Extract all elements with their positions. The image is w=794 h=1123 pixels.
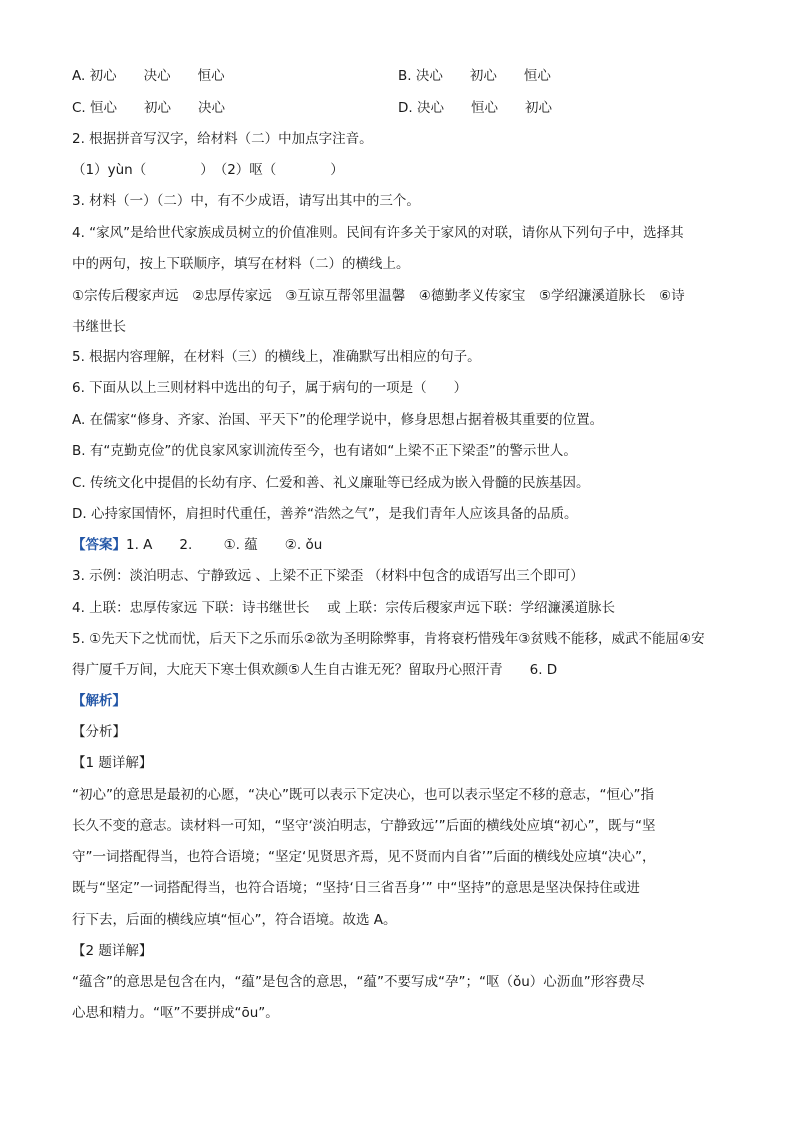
detail-2-line-1: “蕴含”的意思是包含在内，“蕴”是包含的意思，“蕴”不要写成“孕”；“呕（ǒu）心沥血”形容费尽 (72, 974, 645, 990)
detail-2-title: 【2 题详解】 (72, 943, 153, 959)
q1-option-b: B. 决心 初心 恒心 (398, 68, 551, 84)
q6-stem: 6. 下面从以上三则材料中选出的句子，属于病句的一项是（ ） (72, 380, 468, 396)
q6-option-d: D. 心持家国情怀，肩担时代重任，善养“浩然之气”，是我们青年人应该具备的品质。 (72, 506, 578, 522)
q3-stem: 3. 材料（一）（二）中，有不少成语，请写出其中的三个。 (72, 193, 420, 209)
q4-options-line-2: 书继世长 (72, 319, 126, 335)
detail-1-line-1: “初心”的意思是最初的心愿，“决心”既可以表示下定决心，也可以表示坚定不移的意志，“恒心”指 (72, 787, 654, 803)
q2-stem: 2. 根据拼音写汉字，给材料（二）中加点字注音。 (72, 131, 373, 147)
answer-3: 3. 示例：淡泊明志、宁静致远 、上梁不正下梁歪 （材料中包含的成语写出三个即可） (72, 568, 584, 584)
q6-option-a: A. 在儒家“修身、齐家、治国、平天下”的伦理学说中，修身思想占据着极其重要的位置。 (72, 412, 604, 428)
q4-options-line-1: ①宗传后稷家声远 ②忠厚传家远 ③互谅互帮邻里温馨 ④德勤孝义传家宝 ⑤学绍濂溪道脉长 ⑥诗 (72, 288, 685, 304)
detail-1-line-3: 守”一词搭配得当，也符合语境；“坚定‘见贤思齐焉，见不贤而内自省’”后面的横线处应填“决心”， (72, 849, 656, 865)
detail-2-line-2: 心思和精力。“呕”不要拼成“ōu”。 (72, 1005, 279, 1021)
q4-line-2: 中的两句，按上下联顺序，填写在材料（二）的横线上。 (72, 256, 410, 272)
q1-option-c: C. 恒心 初心 决心 (72, 100, 226, 116)
detail-1-line-4: 既与“坚定”一词搭配得当，也符合语境；“坚持‘日三省吾身’” 中“坚持”的意思是坚决保持住或进 (72, 880, 640, 896)
detail-1-title: 【1 题详解】 (72, 755, 153, 771)
answer-4: 4. 上联：忠厚传家远 下联：诗书继世长 或 上联：宗传后稷家声远下联：学绍濂溪道脉长 (72, 600, 616, 616)
q2-blanks: （1）yùn（ ） （2）呕（ ） (72, 162, 344, 178)
q4-line-1: 4. “家风”是给世代家族成员树立的价值准则。民间有许多关于家风的对联，请你从下列句子中，选择其 (72, 225, 684, 241)
answer-text: 1. A 2. ①. 蕴 ②. ǒu (126, 537, 323, 553)
q1-option-a: A. 初心 决心 恒心 (72, 68, 225, 84)
answer-5-line-1: 5. ①先天下之忧而忧，后天下之乐而乐②欲为圣明除弊事，肯将衰朽惜残年③贫贱不能移，威武不能屈④安 (72, 631, 705, 647)
analysis-fenxi: 【分析】 (72, 724, 126, 740)
q6-option-c: C. 传统文化中提倡的长幼有序、仁爱和善、礼义廉耻等已经成为嵌入骨髓的民族基因。 (72, 475, 590, 491)
answer-line (72, 535, 732, 555)
q1-option-d: D. 决心 恒心 初心 (398, 100, 552, 116)
answer-label: 【答案】 (72, 537, 126, 553)
q5-stem: 5. 根据内容理解，在材料（三）的横线上，准确默写出相应的句子。 (72, 349, 481, 365)
detail-1-line-5: 行下去，后面的横线应填“恒心”，符合语境。故选 A。 (72, 912, 397, 928)
detail-1-line-2: 长久不变的意志。读材料一可知，“坚守‘淡泊明志，宁静致远’”后面的横线处应填“初心”，既与“坚 (72, 818, 656, 834)
q6-option-b: B. 有“克勤克俭”的优良家风家训流传至今，也有诸如“上梁不正下梁歪”的警示世人。 (72, 443, 577, 459)
answer-5-line-2: 得广厦千万间，大庇天下寒士俱欢颜⑤人生自古谁无死？留取丹心照汗青 6. D (72, 662, 558, 678)
analysis-label: 【解析】 (72, 693, 126, 709)
